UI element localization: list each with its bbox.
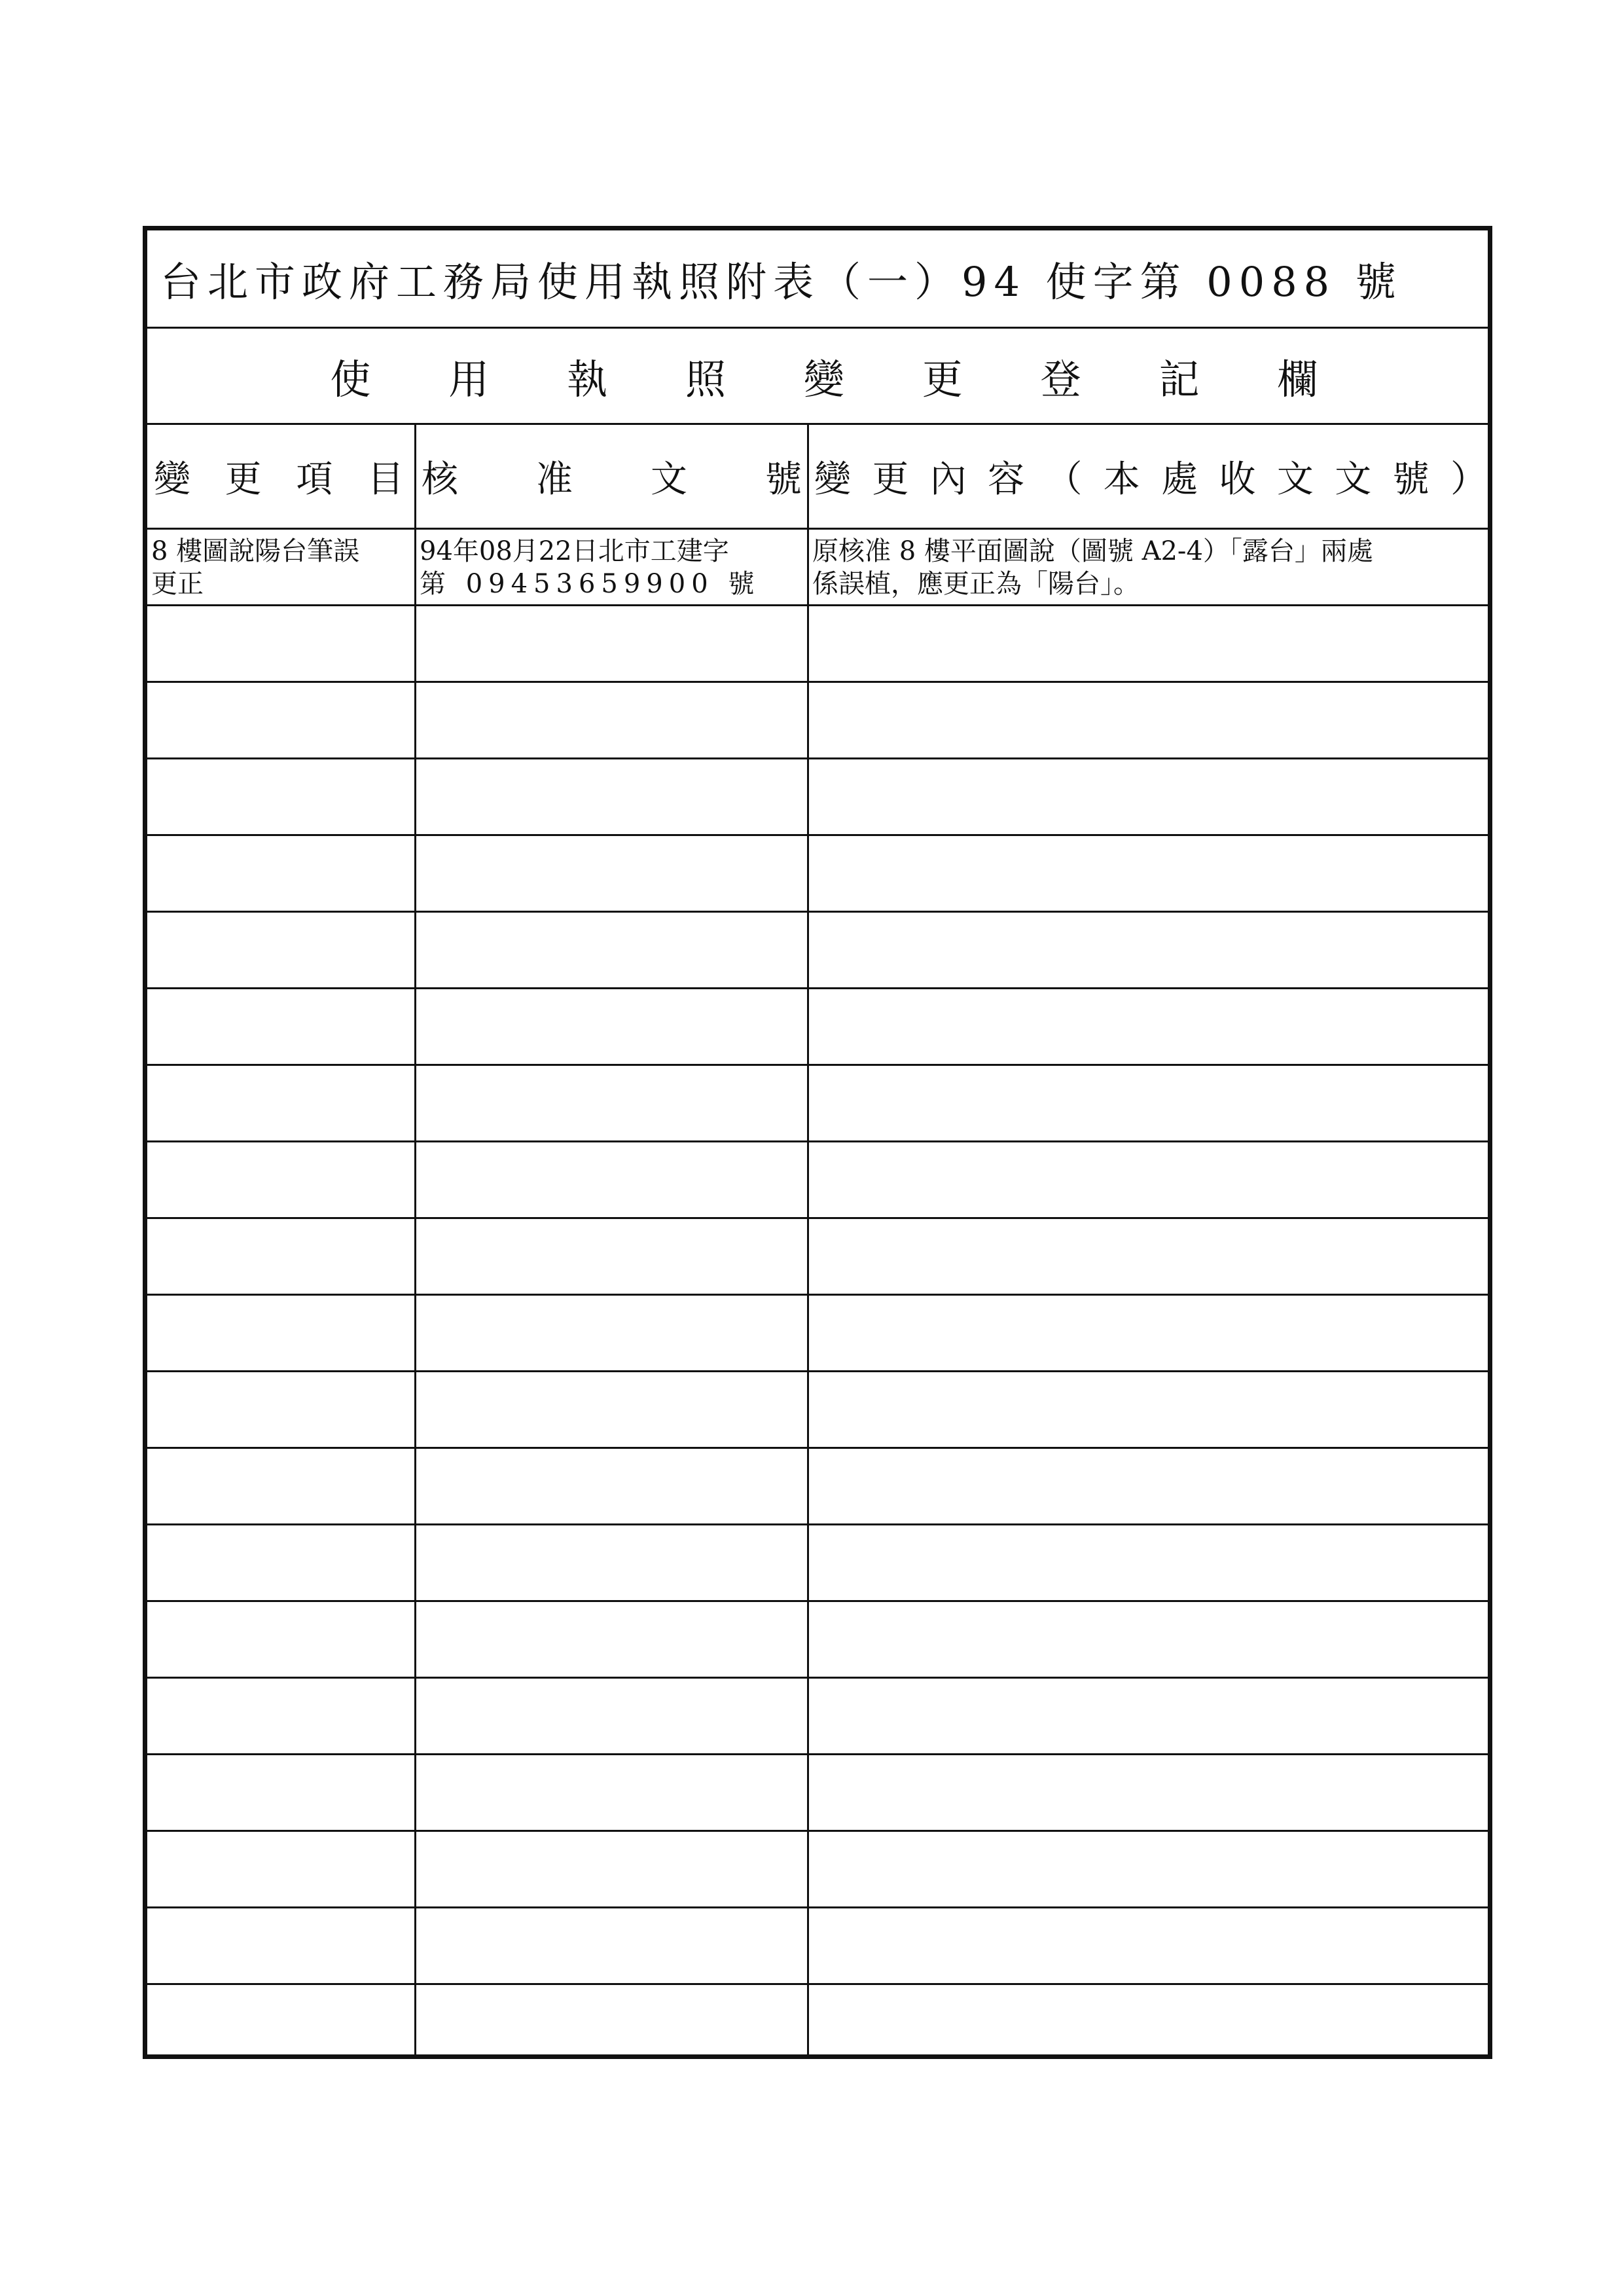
table-header bbox=[147, 425, 1488, 530]
subtitle-char: 使 bbox=[330, 355, 371, 403]
table-row bbox=[147, 1755, 1488, 1832]
form-title bbox=[147, 230, 1488, 329]
subtitle-char: 更 bbox=[922, 355, 963, 403]
subtitle-char: 記 bbox=[1159, 355, 1200, 403]
table-row bbox=[147, 1449, 1488, 1525]
table-row bbox=[147, 759, 1488, 836]
table-row bbox=[147, 1219, 1488, 1296]
table-row bbox=[147, 1985, 1488, 2062]
table-row bbox=[147, 1602, 1488, 1679]
change-item-cell: 8 樓圖說陽台筆誤 更正 bbox=[151, 536, 360, 599]
table-row bbox=[147, 1142, 1488, 1219]
change-content-cell: 原核准 8 樓平面圖說（圖號 A2-4）「露台」兩處 係誤植，應更正為「陽台」。 bbox=[812, 536, 1373, 599]
table-row bbox=[147, 1832, 1488, 1908]
table-row bbox=[147, 606, 1488, 683]
table-row bbox=[147, 1066, 1488, 1142]
table-row bbox=[147, 989, 1488, 1066]
approval-number-cell: 94年08月22日北市工建字 第 09453659900 號 bbox=[420, 536, 761, 599]
form-subtitle bbox=[147, 329, 1488, 425]
subtitle-char: 變 bbox=[803, 355, 844, 403]
form-title-text: 台北市政府工務局使用執照附表（一）94 使字第 0088 號 bbox=[160, 258, 1403, 306]
table-row bbox=[147, 1296, 1488, 1372]
subtitle-char: 用 bbox=[448, 355, 490, 403]
table-row bbox=[147, 530, 1488, 606]
subtitle-char: 欄 bbox=[1277, 355, 1318, 403]
subtitle-char: 照 bbox=[685, 355, 727, 403]
table-row bbox=[147, 1679, 1488, 1755]
subtitle-char: 執 bbox=[567, 355, 608, 403]
header-change-item: 變 更 項 目 bbox=[154, 458, 404, 501]
table-row bbox=[147, 1372, 1488, 1449]
table-row bbox=[147, 683, 1488, 759]
table-row bbox=[147, 1525, 1488, 1602]
table-row bbox=[147, 913, 1488, 989]
table-body bbox=[147, 530, 1488, 2062]
table-row bbox=[147, 1908, 1488, 1985]
header-approval-number: 核 准 文 號 bbox=[422, 458, 802, 501]
header-change-content: 變 更 內 容 （ 本 處 收 文 文 號 ） bbox=[814, 458, 1487, 501]
table-row bbox=[147, 836, 1488, 913]
permit-change-form bbox=[143, 226, 1492, 2059]
subtitle-char: 登 bbox=[1040, 355, 1081, 403]
